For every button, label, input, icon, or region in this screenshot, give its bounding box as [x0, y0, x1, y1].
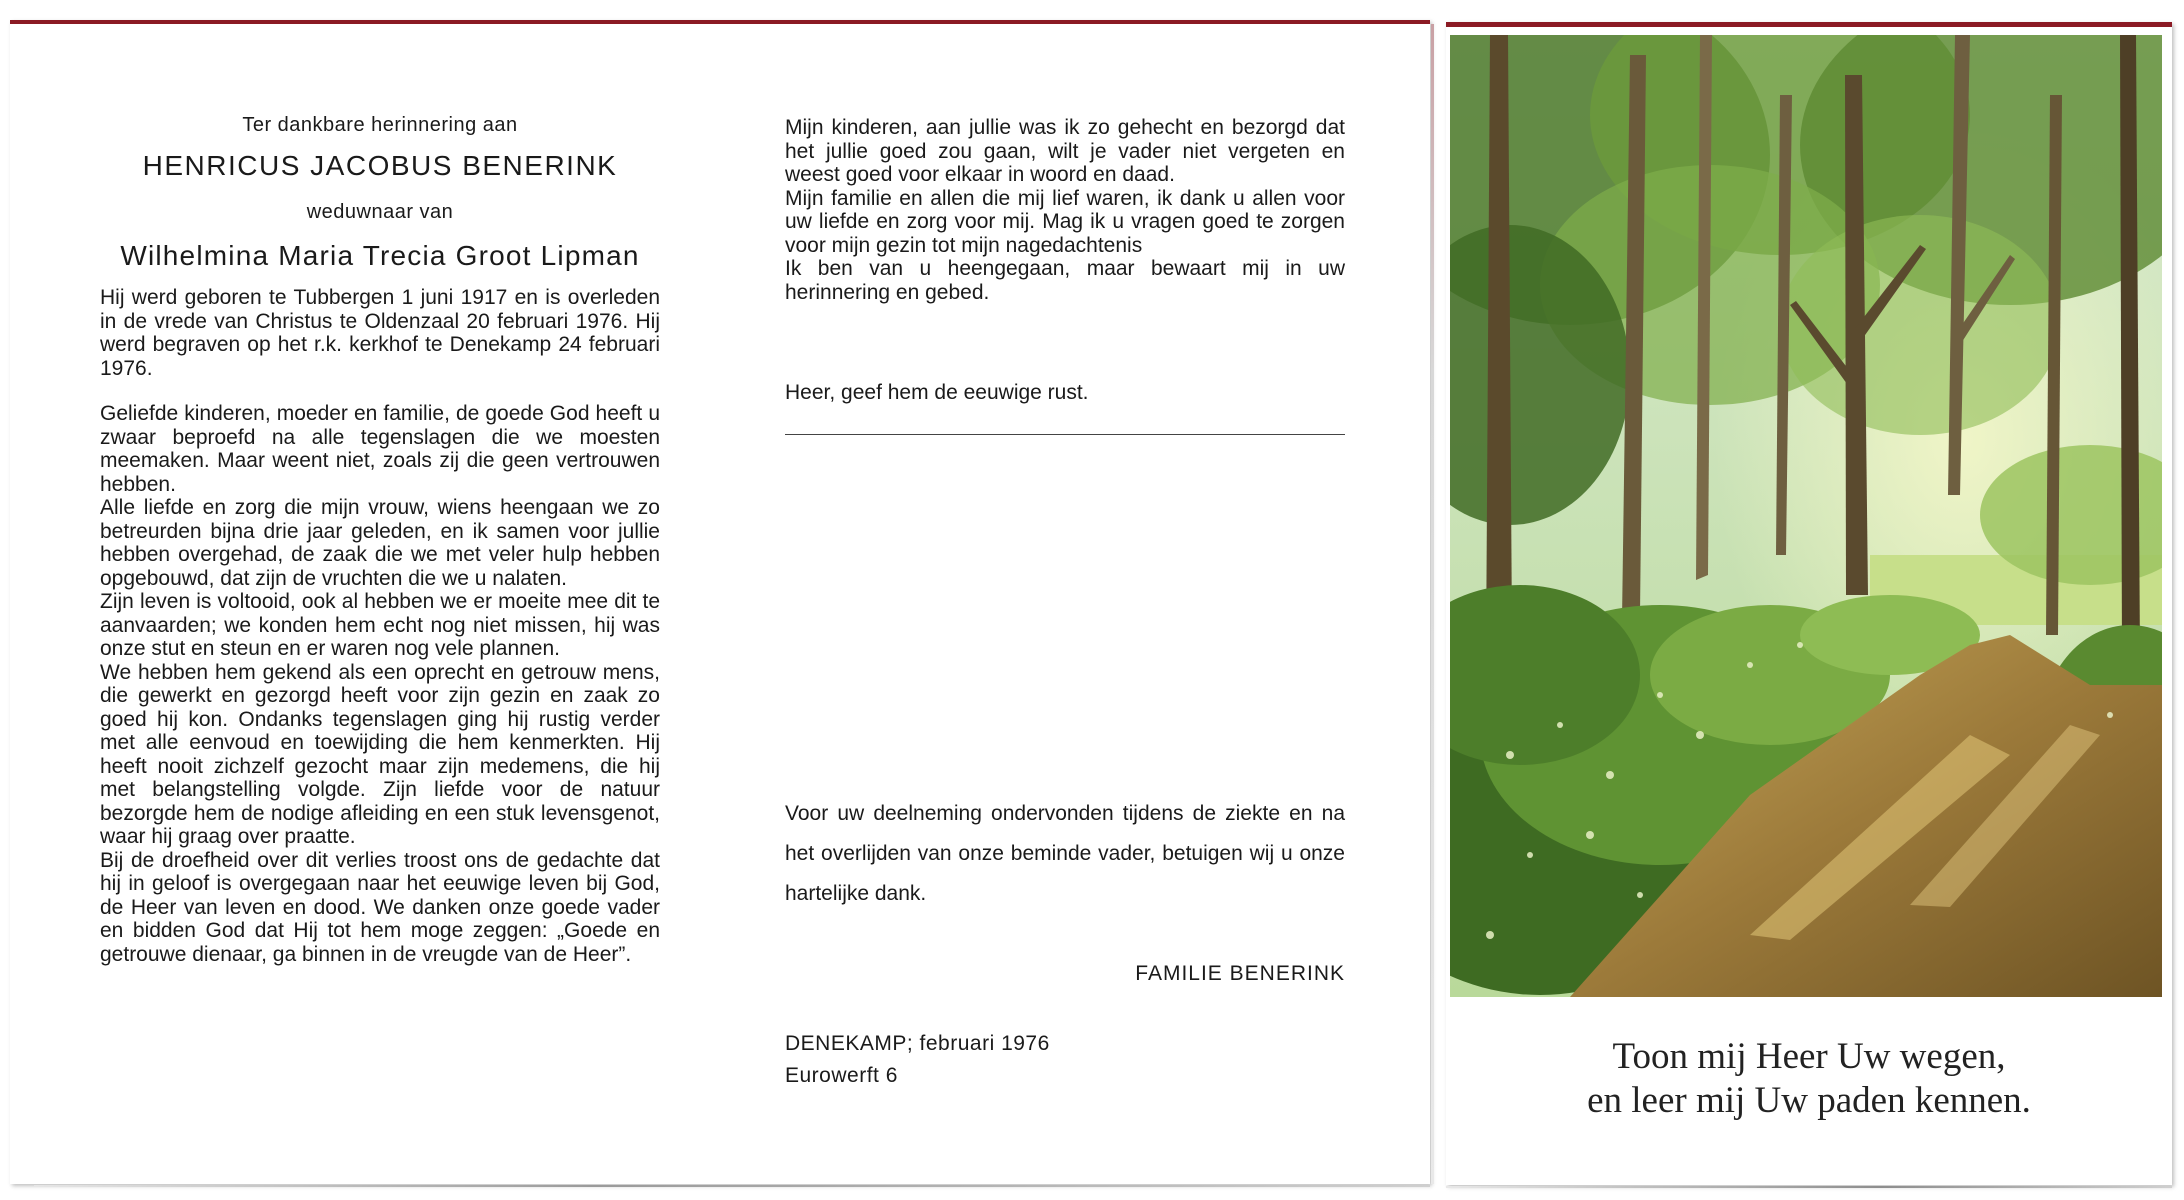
right-page [785, 24, 1345, 1184]
farewell-message [100, 402, 660, 966]
memorial-card-front [1446, 22, 2172, 1185]
prayer-line: Heer, geef hem de eeuwige rust. [785, 381, 1089, 404]
children-paragraph: Mijn kinderen, aan jullie was ik zo gehecht en bezorgd dat het jullie goed zou gaan, wilt je vader niet vergeten en weest goed voor elkaar in woord en daad. [785, 116, 1345, 186]
left-page [100, 24, 660, 1184]
address: Eurowerft 6 [785, 1064, 898, 1087]
thanks-paragraph: Voor uw deelneming ondervonden tijdens de ziekte en na het overlijden van onze beminde vader, betuigen wij u onze hartelijke dank. [785, 802, 1345, 905]
message-paragraph: We hebben hem gekend als een oprecht en getrouw mens, die gewerkt en gezorgd heeft voor zijn gezin en zaak zo goed hij kon. Ondanks tegenslagen ging hij rustig verder met alle eenvoud en toewijding die hem kenmerkten. Hij heeft nooit zichzelf gezocht maar zijn medemens, die hij met belangstelling volgde. Zijn liefde voor de natuur bezorgde hem de nodige afleiding en een stuk levensgenot, waar hij graag over praatte. [100, 660, 660, 848]
children-paragraph: Ik ben van u heengegaan, maar bewaart mij in uw herinnering en gebed. [785, 257, 1345, 304]
section-divider [785, 434, 1345, 435]
verse-line: en leer mij Uw paden kennen. [1587, 1080, 2031, 1121]
deceased-name: HENRICUS JACOBUS BENERINK [142, 150, 618, 181]
spouse-name: Wilhelmina Maria Trecia Groot Lipman [120, 240, 640, 271]
place-date: DENEKAMP; februari 1976 [785, 1032, 1050, 1055]
bible-verse [1446, 1035, 2172, 1123]
message-paragraph: Bij de droefheid over dit verlies troost ons de gedachte dat hij in geloof is overgegaan naar het eeuwige leven bij God, de Heer van leven en dood. We danken onze goede vader en bidden God dat Hij tot hem moge zeggen: „Goede en getrouwe dienaar, ga binnen in de vreugde van de Heer”. [100, 848, 660, 966]
memorial-card-inner [10, 20, 1430, 1184]
children-paragraph: Mijn familie en allen die mij lief waren, ik dank u allen voor uw liefde en zorg voor mij. Mag ik u vragen goed te zorgen voor mijn gezin tot mijn nagedachtenis [785, 186, 1345, 257]
message-paragraph: Geliefde kinderen, moeder en familie, de goede God heeft u zwaar beproefd na alle tegenslagen die we moesten meemaken. Maar weent niet, zoals zij die geen vertrouwen hebben. [100, 402, 660, 496]
verse-line: Toon mij Heer Uw wegen, [1612, 1036, 2006, 1077]
widower-of-line: weduwnaar van [306, 201, 454, 223]
dedication-line: Ter dankbare herinnering aan [242, 114, 518, 136]
message-paragraph: Zijn leven is voltooid, ook al hebben we er moeite mee dit te aanvaarden; we konden hem echt nog niet missen, hij was onze stut en steun en er waren nog vele plannen. [100, 590, 660, 660]
message-paragraph: Alle liefde en zorg die mijn vrouw, wiens heengaan we zo betreurden bijna drie jaar geleden, en ik samen voor jullie hebben overgehad, de zaak die we met veler hulp hebben opgebouwd, dat zijn de vruchten die we u nalaten. [100, 496, 660, 590]
children-message [785, 116, 1345, 304]
family-signature: FAMILIE BENERINK [1135, 962, 1345, 985]
biography-paragraph: Hij werd geboren te Tubbergen 1 juni 1917 en is overleden in de vrede van Christus te Oldenzaal 20 februari 1976. Hij werd begraven op het r.k. kerkhof te Denekamp 24 februari 1976. [100, 286, 660, 380]
forest-path-photo [1450, 35, 2162, 997]
